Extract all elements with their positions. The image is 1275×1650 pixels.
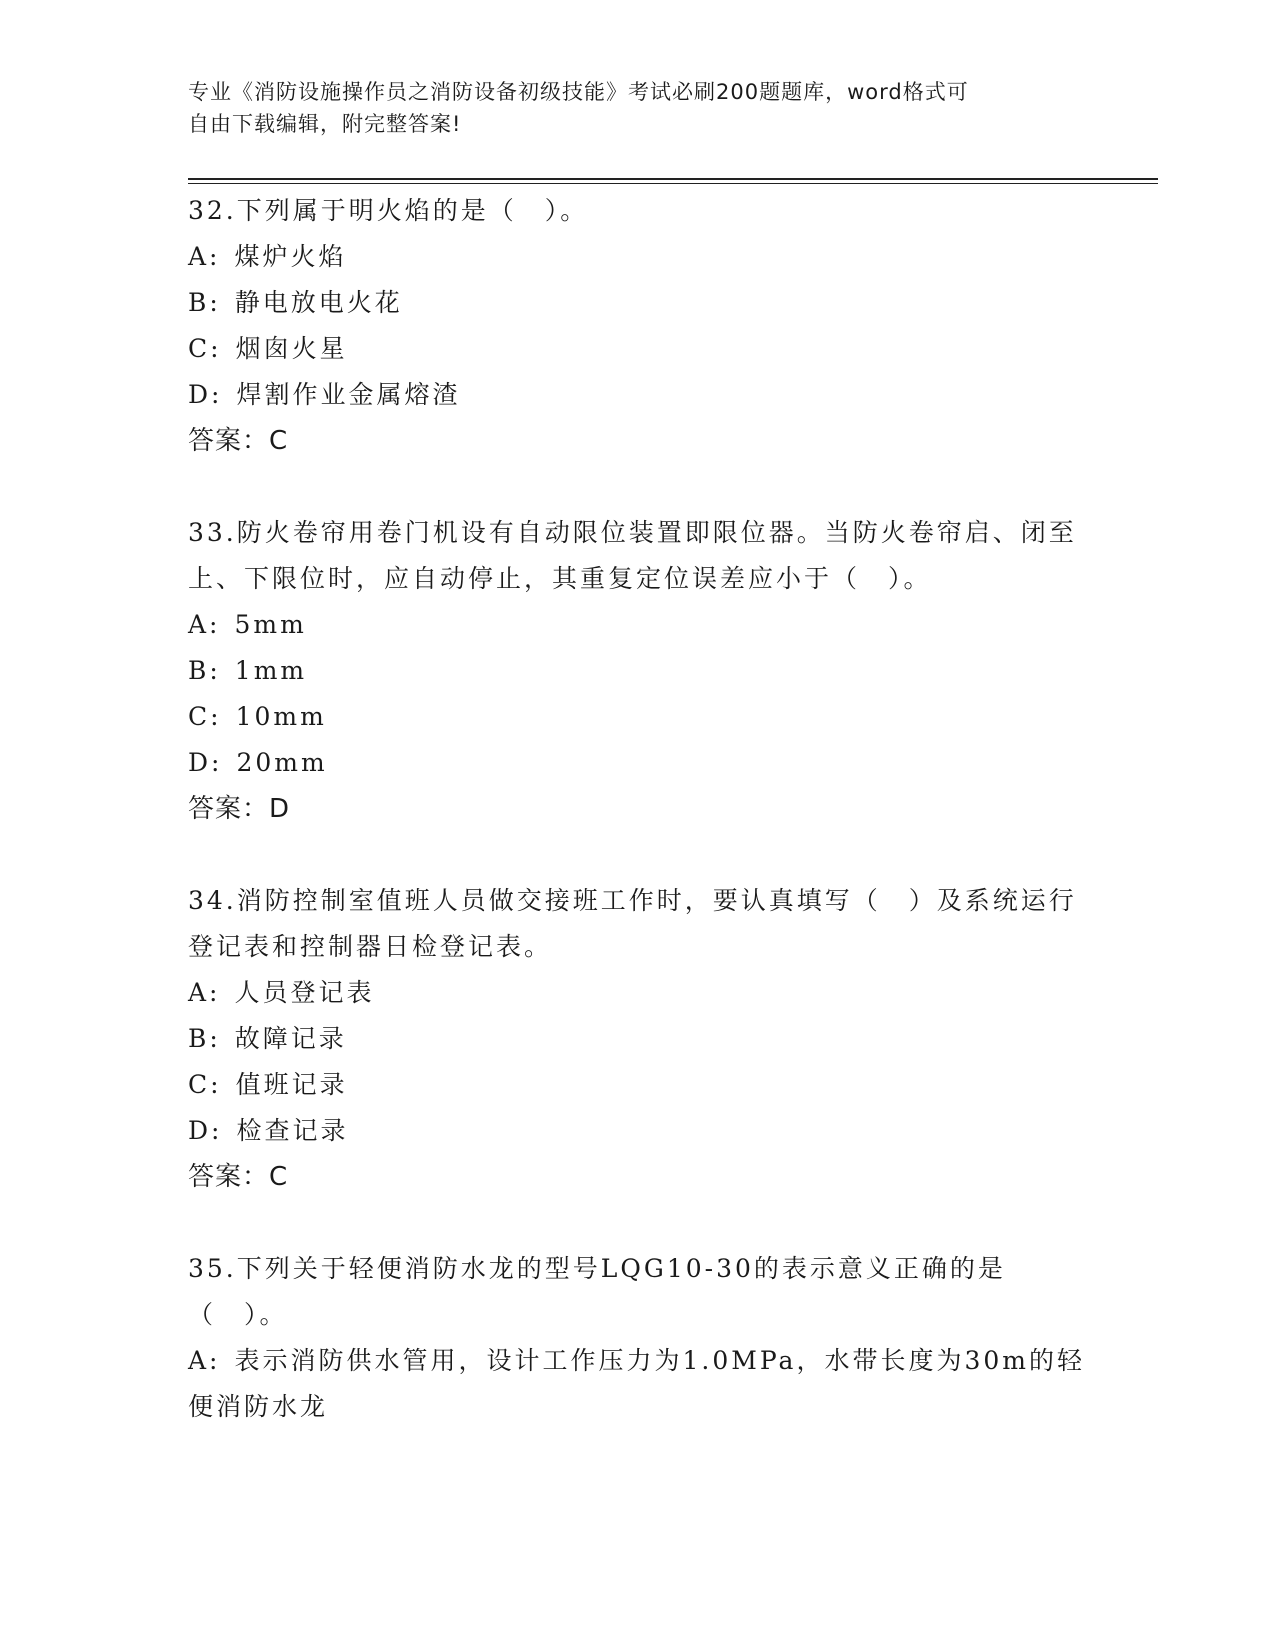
- option-label: D:: [188, 380, 223, 409]
- option-text: 值班记录: [235, 1070, 348, 1099]
- question-text: 32.下列属于明火焰的是（ ）。: [188, 196, 589, 225]
- option-text: 焊割作业金属熔渣: [236, 380, 461, 409]
- option-c: [188, 694, 1088, 740]
- header-rule-thick: [188, 178, 1158, 180]
- option-text: 烟囱火星: [235, 334, 348, 363]
- answer: 答案：D: [188, 794, 291, 824]
- option-label: B:: [188, 656, 221, 685]
- answer: 答案：C: [188, 1162, 289, 1192]
- option-b: [188, 280, 1088, 326]
- question-35: [188, 1246, 1088, 1430]
- option-label: C:: [188, 1070, 222, 1099]
- option-text: 故障记录: [234, 1024, 347, 1053]
- question-text: 35.下列关于轻便消防水龙的型号LQG10-30的表示意义正确的是（ ）。: [188, 1254, 1006, 1329]
- answer: 答案：C: [188, 426, 289, 456]
- option-a: [188, 970, 1088, 1016]
- option-b: [188, 1016, 1088, 1062]
- option-label: A:: [188, 1346, 221, 1375]
- option-label: B:: [188, 288, 221, 317]
- question-33: [188, 510, 1088, 832]
- header-line-1: 专业《消防设施操作员之消防设备初级技能》考试必刷200题题库，word格式可: [188, 80, 969, 104]
- option-label: A:: [188, 978, 221, 1007]
- option-text: 静电放电火花: [234, 288, 403, 317]
- option-label: B:: [188, 1024, 221, 1053]
- option-text: 检查记录: [236, 1116, 349, 1145]
- option-d: [188, 1108, 1088, 1154]
- document-header: [188, 76, 1068, 140]
- option-c: [188, 1062, 1088, 1108]
- option-d: [188, 372, 1088, 418]
- option-text: 人员登记表: [234, 978, 375, 1007]
- option-text: 5mm: [234, 610, 307, 639]
- option-text: 煤炉火焰: [234, 242, 347, 271]
- option-c: [188, 326, 1088, 372]
- option-a: [188, 234, 1088, 280]
- option-text: 1mm: [234, 656, 308, 685]
- option-a: [188, 602, 1088, 648]
- option-b: [188, 648, 1088, 694]
- header-rule-thin: [188, 183, 1158, 184]
- question-34: [188, 878, 1088, 1200]
- question-32: [188, 188, 1088, 464]
- option-text: 20mm: [236, 748, 328, 777]
- option-label: A:: [188, 242, 221, 271]
- option-a: [188, 1338, 1088, 1430]
- question-list: [188, 188, 1088, 1476]
- option-label: C:: [188, 334, 222, 363]
- question-text: 34.消防控制室值班人员做交接班工作时，要认真填写（ ）及系统运行登记表和控制器日检登记表。: [188, 886, 1077, 961]
- option-label: C:: [188, 702, 222, 731]
- question-text: 33.防火卷帘用卷门机设有自动限位装置即限位器。当防火卷帘启、闭至上、下限位时，应自动停止，其重复定位误差应小于（ ）。: [188, 518, 1077, 593]
- option-d: [188, 740, 1088, 786]
- option-label: D:: [188, 1116, 223, 1145]
- option-text: 表示消防供水管用，设计工作压力为1.0MPa，水带长度为30m的轻便消防水龙: [188, 1346, 1085, 1421]
- option-label: A:: [188, 610, 221, 639]
- option-text: 10mm: [235, 702, 327, 731]
- option-label: D:: [188, 748, 223, 777]
- header-line-2: 自由下载编辑，附完整答案!: [188, 112, 462, 136]
